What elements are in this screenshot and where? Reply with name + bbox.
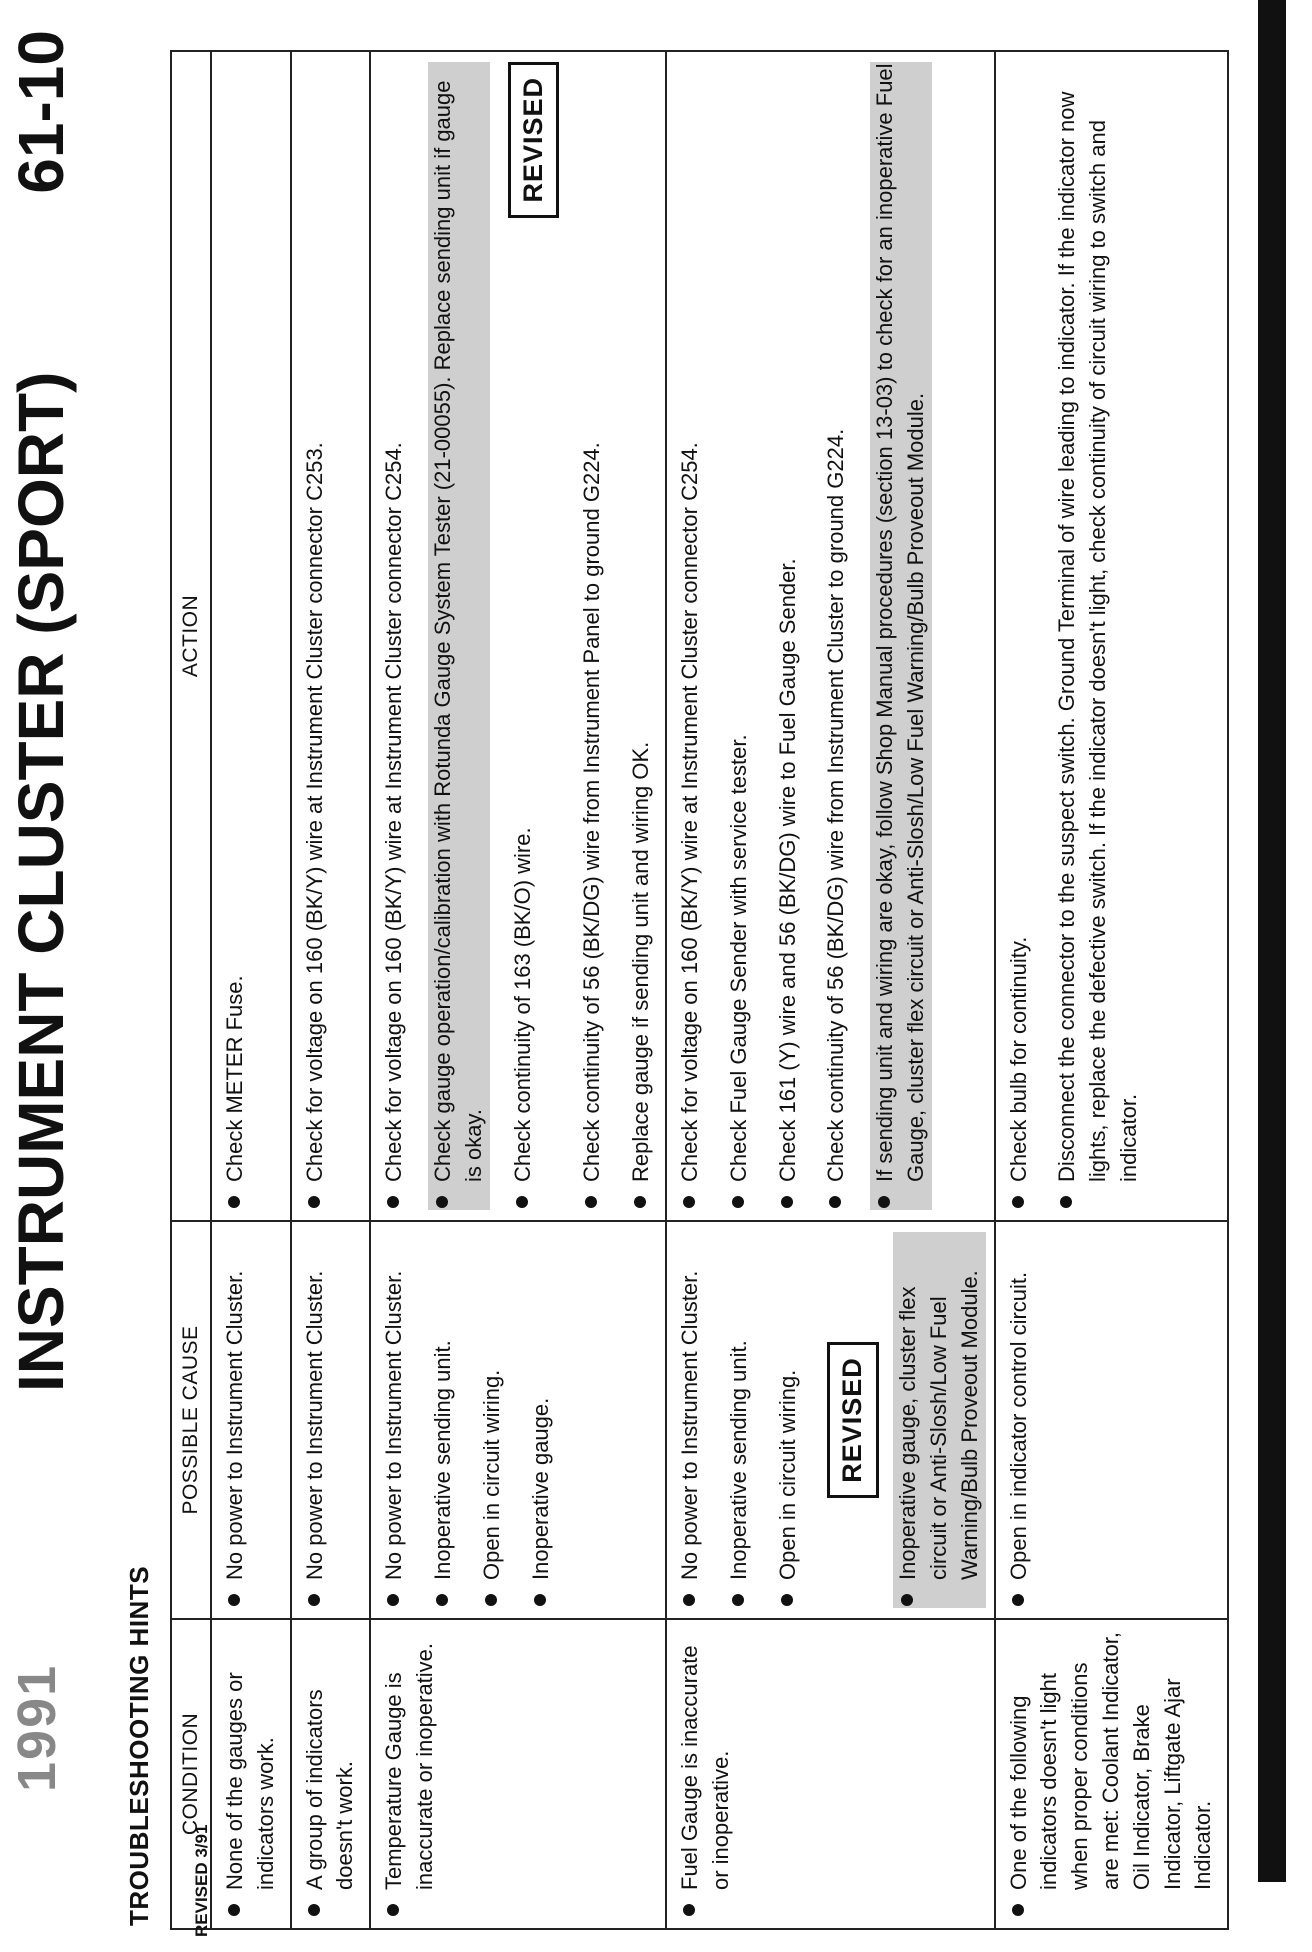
condition-item: [300, 1630, 362, 1918]
bullet-icon: [308, 1594, 320, 1606]
bullet-icon: [387, 1594, 399, 1606]
action-item: [724, 62, 755, 1210]
cause-text: Inoperative sending unit.: [429, 1340, 455, 1580]
action-text: If sending unit and wiring are okay, follow Shop Manual procedures (section 13-03) to check for an inoperative Fuel Gauge, cluster flex circuit or Anti-Slosh/Low Fuel Warning/Bulb Proveout Module.: [872, 63, 928, 1182]
condition-cell: [211, 1619, 291, 1929]
bullet-icon: [878, 1196, 890, 1208]
cause-cell: [995, 1221, 1229, 1619]
cause-item: [220, 1232, 251, 1608]
action-text: Check for voltage on 160 (BK/Y) wire at Instrument Cluster connector C254.: [676, 442, 702, 1182]
action-item: [379, 62, 410, 1210]
bullet-icon: [436, 1196, 448, 1208]
action-text: Check continuity of 56 (BK/DG) wire from Instrument Cluster to ground G224.: [823, 428, 849, 1182]
table-row: [995, 51, 1229, 1929]
action-text: Check for voltage on 160 (BK/Y) wire at Instrument Cluster connector C253.: [301, 442, 327, 1182]
cause-text: Inoperative gauge.: [527, 1397, 553, 1580]
action-cell: [211, 51, 291, 1221]
action-item: [1052, 62, 1144, 1210]
cause-text: Open in circuit wiring.: [774, 1369, 800, 1580]
bullet-icon: [634, 1196, 646, 1208]
action-text: Replace gauge if sending unit and wiring OK.: [628, 741, 654, 1182]
action-cell: [995, 51, 1229, 1221]
action-text: Disconnect the connector to the suspect switch. Ground Terminal of wire leading to indicator. If the indicator now lights, replace the defective switch. If the indicator doesn't light, check continuity of circuit wiring to switch and indicator.: [1054, 91, 1141, 1182]
model-year: 1991: [7, 1663, 67, 1792]
revised-stamp: REVISED: [508, 62, 560, 218]
cause-item: [300, 1232, 331, 1608]
edge-band: [1258, 0, 1286, 1882]
bullet-icon: [228, 1904, 240, 1916]
cause-item-revised: [893, 1232, 985, 1608]
bullet-icon: [436, 1594, 448, 1606]
cause-item: [675, 1232, 706, 1608]
condition-item: [675, 1630, 737, 1918]
condition-cell: [291, 1619, 371, 1929]
table-row: [211, 51, 291, 1929]
action-text: Check 161 (Y) wire and 56 (BK/DG) wire to Fuel Gauge Sender.: [774, 558, 800, 1182]
bullet-icon: [516, 1196, 528, 1208]
bullet-icon: [683, 1196, 695, 1208]
condition-item: [220, 1630, 282, 1918]
condition-cell: [370, 1619, 666, 1929]
cause-item: [526, 1232, 557, 1608]
bullet-icon: [485, 1594, 497, 1606]
action-item: [675, 62, 706, 1210]
table-row: [291, 51, 371, 1929]
cause-cell: [370, 1221, 666, 1619]
bullet-icon: [228, 1594, 240, 1606]
bullet-icon: [1012, 1904, 1024, 1916]
action-item: [300, 62, 331, 1210]
cause-item: [477, 1232, 508, 1608]
page-number: 61-10: [5, 30, 77, 194]
action-cell: [666, 51, 995, 1221]
bullet-icon: [1060, 1196, 1072, 1208]
condition-cell: [995, 1619, 1229, 1929]
condition-text: Temperature Gauge is inaccurate or inoperative.: [381, 1642, 437, 1890]
cause-text: Open in indicator control circuit.: [1005, 1271, 1031, 1580]
action-text: Check for voltage on 160 (BK/Y) wire at Instrument Cluster connector C254.: [381, 442, 407, 1182]
bullet-icon: [781, 1196, 793, 1208]
table-header-row: [171, 51, 211, 1929]
table-row: [666, 51, 995, 1929]
header-cause: POSSIBLE CAUSE: [171, 1221, 211, 1619]
condition-text: None of the gauges or indicators work.: [222, 1672, 278, 1890]
bullet-icon: [534, 1594, 546, 1606]
cause-item: [773, 1232, 804, 1608]
action-text-content: Check continuity of 163 (BK/O) wire.: [509, 827, 535, 1182]
cause-item: [428, 1232, 459, 1608]
cause-text: Open in circuit wiring.: [478, 1369, 504, 1580]
page-title: INSTRUMENT CLUSTER (SPORT): [5, 371, 77, 1392]
condition-item: [1004, 1630, 1220, 1918]
revised-stamp-wrap: [821, 1232, 879, 1608]
cause-text: Inoperative gauge, cluster flex circuit or Anti-Slosh/Low Fuel Warning/Bulb Proveout Module.: [895, 1270, 982, 1580]
cause-cell: [291, 1221, 371, 1619]
action-item: [1004, 62, 1035, 1210]
bullet-icon: [683, 1904, 695, 1916]
cause-text: No power to Instrument Cluster.: [301, 1270, 327, 1580]
action-item: [773, 62, 804, 1210]
bullet-icon: [387, 1904, 399, 1916]
bullet-icon: [732, 1196, 744, 1208]
action-item: [626, 62, 657, 1210]
header-action: ACTION: [171, 51, 211, 1221]
bullet-icon: [829, 1196, 841, 1208]
condition-text: A group of indicators doesn't work.: [301, 1689, 358, 1890]
cause-cell: [666, 1221, 995, 1619]
action-item: [821, 62, 852, 1210]
action-cell: [370, 51, 666, 1221]
bullet-icon: [732, 1594, 744, 1606]
action-item: [508, 62, 560, 1210]
revision-footer: REVISED 3/91: [192, 1824, 211, 1937]
bullet-icon: [585, 1196, 597, 1208]
cause-item: [1004, 1232, 1035, 1608]
bullet-icon: [781, 1594, 793, 1606]
bullet-icon: [901, 1594, 913, 1606]
action-text: Check gauge operation/calibration with Rotunda Gauge System Tester (21-00055). Replace sending unit if gauge is okay.: [429, 80, 486, 1182]
action-cell: [291, 51, 371, 1221]
section-title: TROUBLESHOOTING HINTS: [124, 1565, 154, 1926]
bullet-icon: [1012, 1196, 1024, 1208]
action-text: Check continuity of 56 (BK/DG) wire from Instrument Panel to ground G224.: [579, 442, 605, 1182]
table-row: [370, 51, 666, 1929]
cause-text: No power to Instrument Cluster.: [222, 1270, 247, 1580]
bullet-icon: [228, 1196, 240, 1208]
revised-stamp: REVISED: [827, 1342, 879, 1498]
action-text: Check bulb for continuity.: [1005, 936, 1031, 1182]
cause-item: [724, 1232, 755, 1608]
troubleshooting-table: [170, 50, 1229, 1930]
cause-text: No power to Instrument Cluster.: [676, 1270, 702, 1580]
action-item: [220, 62, 251, 1210]
cause-cell: [211, 1221, 291, 1619]
cause-text: No power to Instrument Cluster.: [381, 1270, 407, 1580]
bullet-icon: [683, 1594, 695, 1606]
action-text: Check METER Fuse.: [222, 975, 247, 1182]
action-text: [508, 62, 560, 1182]
condition-text: Fuel Gauge is inaccurate or inoperative.: [676, 1645, 733, 1890]
condition-cell: [666, 1619, 995, 1929]
action-item: [577, 62, 608, 1210]
action-text: Check Fuel Gauge Sender with service tester.: [725, 734, 751, 1182]
action-item-revised: [870, 62, 932, 1210]
bullet-icon: [1012, 1594, 1024, 1606]
cause-item: [379, 1232, 410, 1608]
cause-text: Inoperative sending unit.: [725, 1340, 751, 1580]
condition-text: One of the following indicators doesn't light when proper conditions are met: Coolant Indicator, Oil Indicator, Brake Indicator, Liftgate Ajar Indicator.: [1005, 1631, 1216, 1890]
condition-item: [379, 1630, 441, 1918]
bullet-icon: [387, 1196, 399, 1208]
bullet-icon: [308, 1196, 320, 1208]
header-condition: CONDITION: [171, 1619, 211, 1929]
action-item-revised: [428, 62, 490, 1210]
bullet-icon: [308, 1904, 320, 1916]
